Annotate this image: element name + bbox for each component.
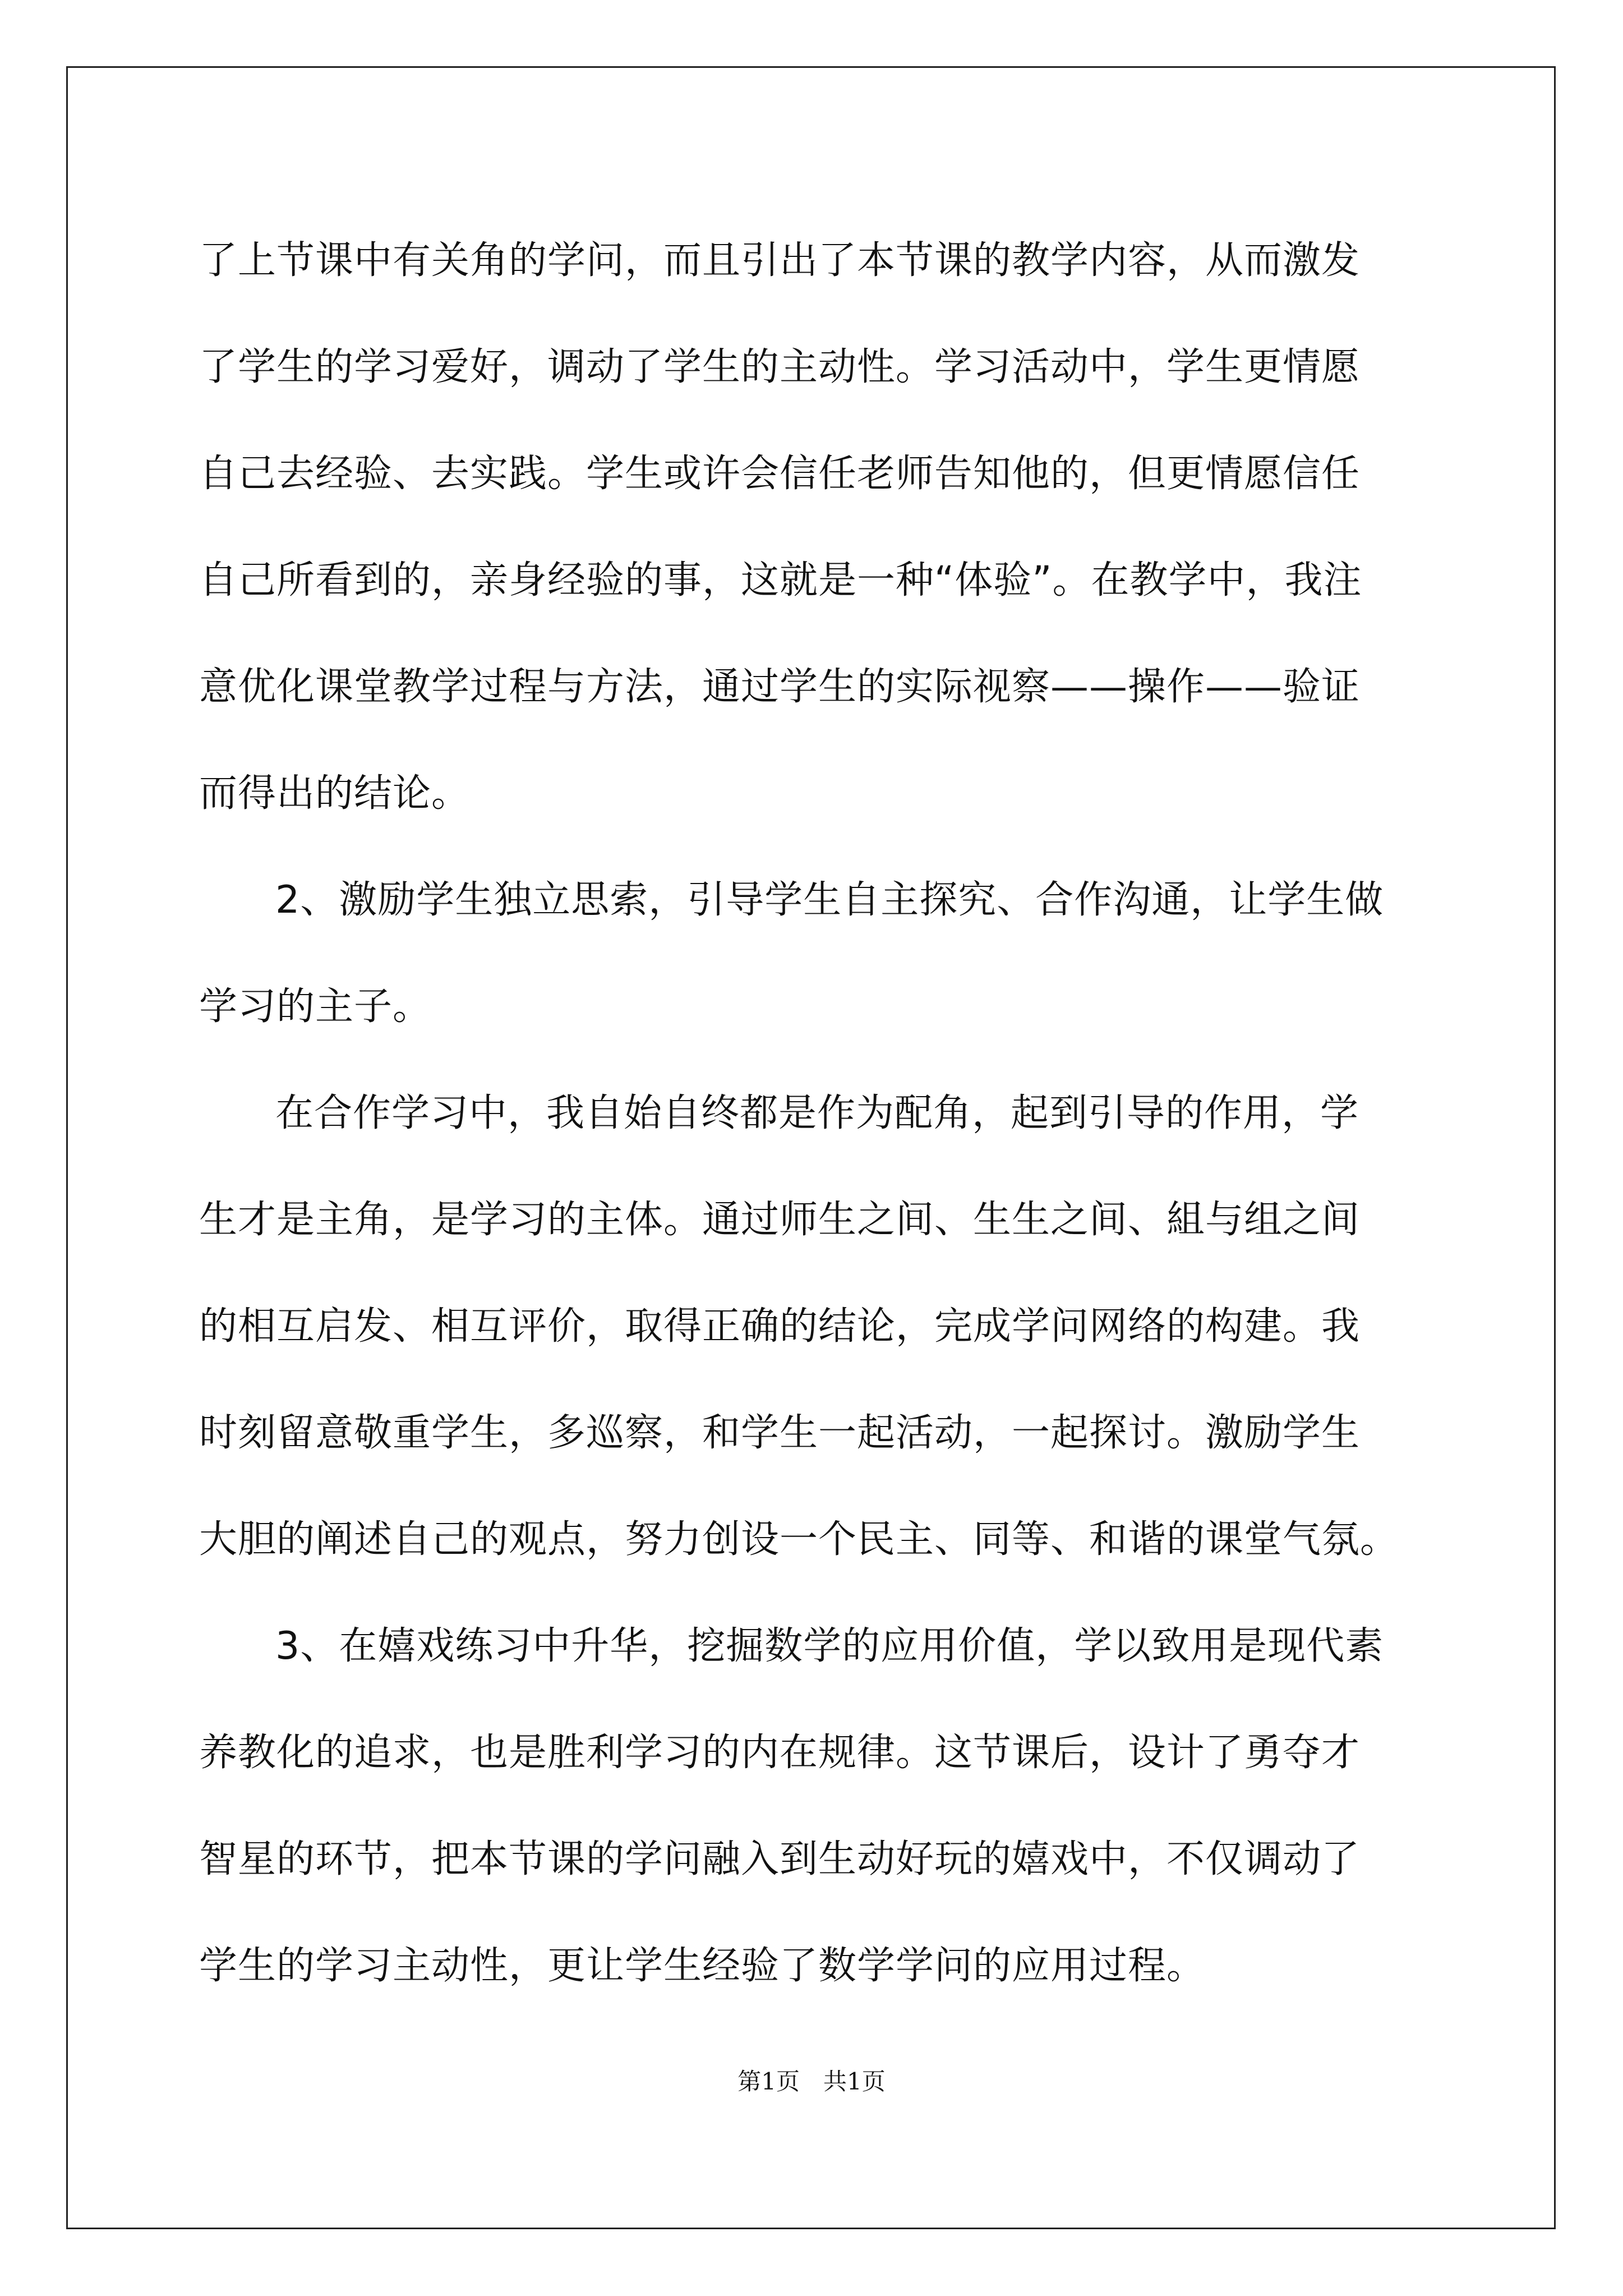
text-line: 大胆的阐述自己的观点，努力创设一个民主、同等、和谐的课堂气氛。 (199, 1517, 1399, 1562)
text-line: 生才是主角，是学习的主体。通过师生之间、生生之间、組与组之间 (199, 1198, 1361, 1242)
text-line: 时刻留意敬重学生，多巡察，和学生一起活动，一起探讨。激励学生 (199, 1411, 1361, 1455)
document-body (199, 208, 1422, 2019)
text-line: 智星的环节，把本节课的学问融入到生动好玩的嬉戏中，不仅调动了 (199, 1837, 1361, 1881)
text-line: 而得出的结论。 (199, 771, 471, 816)
text-line: 了上节课中有关角的学问，而且引出了本节课的教学内容，从而激发 (199, 238, 1361, 283)
text-line: 意优化课堂教学过程与方法，通过学生的实际视察——操作——验证 (199, 665, 1361, 709)
text-line: 养教化的追求，也是胜利学习的内在规律。这节课后，设计了勇夺才 (199, 1731, 1361, 1775)
text-line: 了学生的学习爱好，调动了学生的主动性。学习活动中，学生更情愿 (199, 345, 1361, 389)
text-line: 学习的主子。 (199, 984, 432, 1029)
text-line: 学生的学习主动性，更让学生经验了数学学问的应用过程。 (199, 1944, 1206, 1988)
text-line: 的相互启发、相互评价，取得正确的结论，完成学问网络的构建。我 (199, 1304, 1361, 1349)
paragraph-start-line: 2、激励学生独立思索，引导学生自主探究、合作沟通，让学生做 (275, 878, 1384, 922)
paragraph-start-line: 3、在嬉戏练习中升华，挖掘数学的应用价值，学以致用是现代素 (275, 1624, 1384, 1668)
page-number-footer: 第1页 共1页 (737, 2068, 886, 2095)
paragraph-start-line: 在合作学习中，我自始自终都是作为配角，起到引导的作用，学 (275, 1091, 1359, 1135)
text-line: 自己去经验、去实践。学生或许会信任老师告知他的，但更情愿信任 (199, 452, 1361, 496)
text-line: 自己所看到的，亲身经验的事，这就是一种“体验”。在教学中，我注 (199, 558, 1362, 602)
